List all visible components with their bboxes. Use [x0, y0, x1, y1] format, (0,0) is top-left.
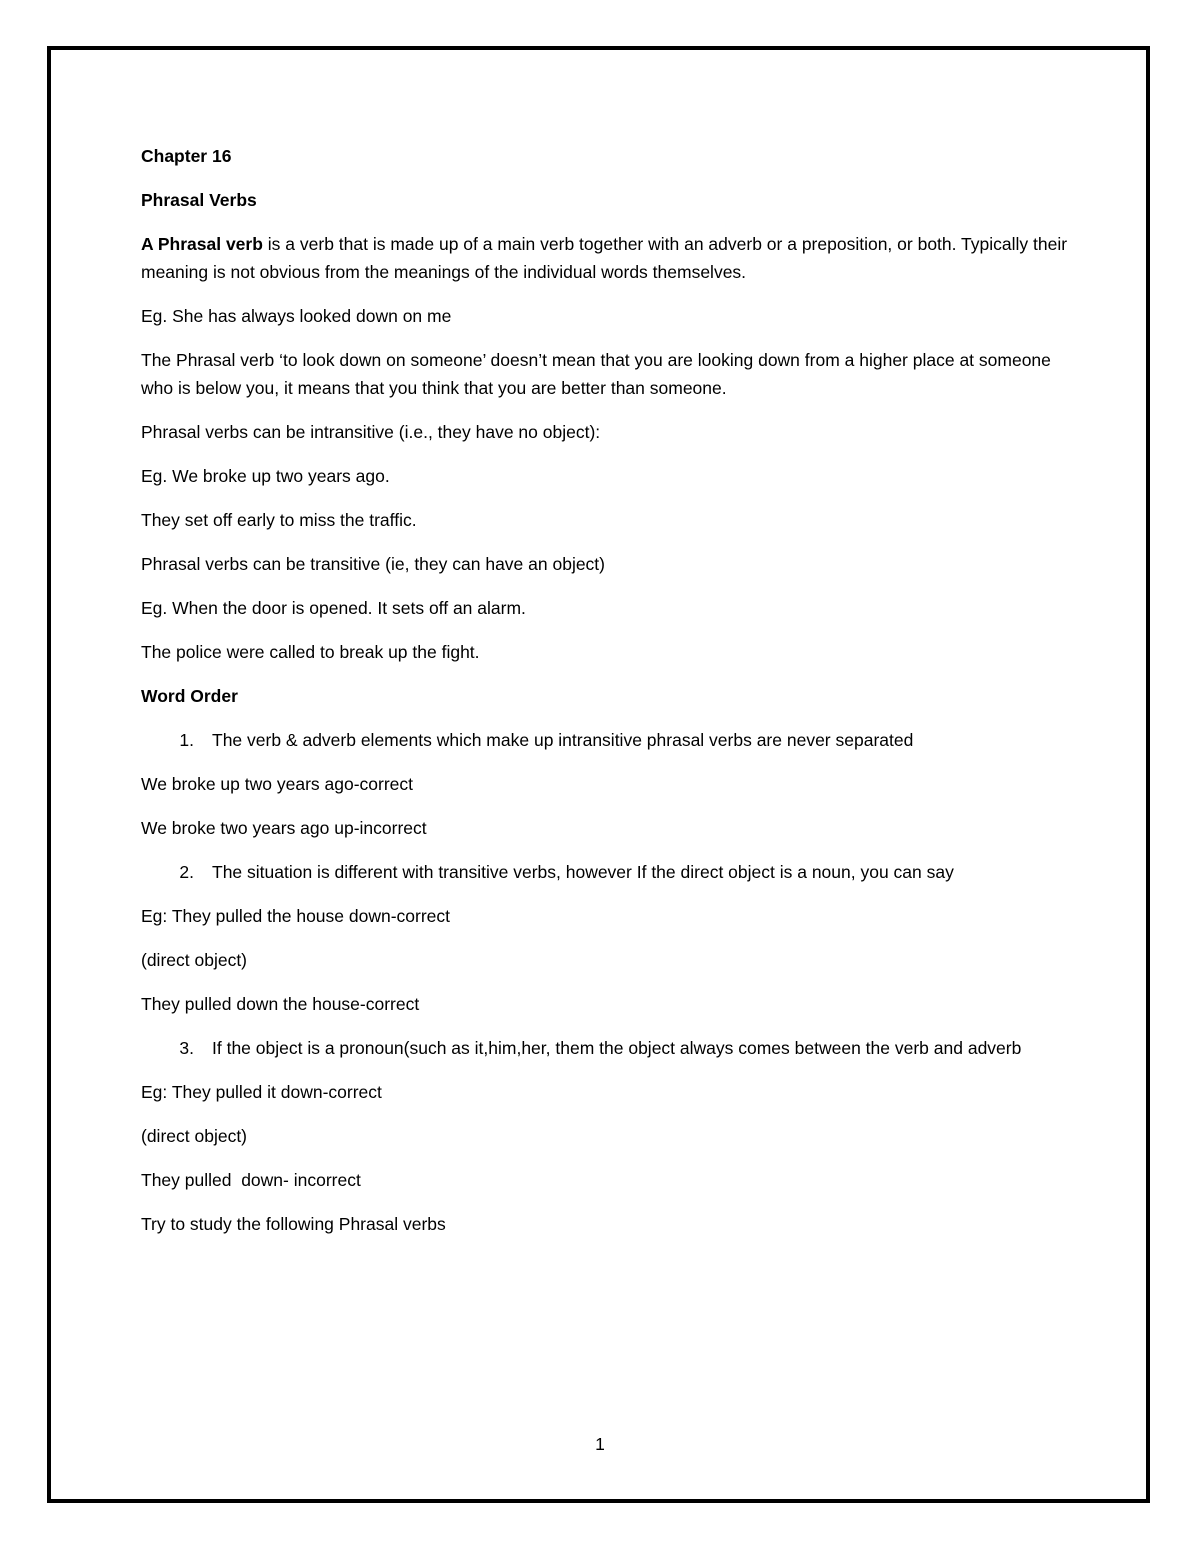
document-body	[141, 142, 1071, 1254]
closing-line: Try to study the following Phrasal verbs	[141, 1214, 446, 1234]
rule-3-number: 3.	[179, 1038, 194, 1058]
definition-paragraph	[141, 230, 1071, 286]
rule-2-item	[141, 858, 1071, 886]
rule-1-text: The verb & adverb elements which make up intransitive phrasal verbs are never separated	[212, 730, 914, 750]
rule-3-item	[141, 1034, 1071, 1062]
intransitive-example-1: Eg. We broke up two years ago.	[141, 466, 390, 486]
intransitive-example-2: They set off early to miss the traffic.	[141, 510, 417, 530]
rule-3-example-2: They pulled down- incorrect	[141, 1170, 361, 1190]
definition-text: is a verb that is made up of a main verb together with an adverb or a preposition, or both. Typically their meaning is not obvious from the meanings of the individual words themselves.	[141, 234, 1072, 282]
word-order-heading: Word Order	[141, 686, 238, 706]
page-number: 1	[595, 1434, 605, 1454]
transitive-intro: Phrasal verbs can be transitive (ie, they can have an object)	[141, 554, 605, 574]
transitive-example-2: The police were called to break up the fight.	[141, 642, 480, 662]
rule-3-text: If the object is a pronoun(such as it,him,her, them the object always comes between the verb and adverb	[212, 1038, 1022, 1058]
example-look-down: Eg. She has always looked down on me	[141, 306, 452, 326]
rule-3-example-1: Eg: They pulled it down-correct	[141, 1082, 382, 1102]
transitive-example-1: Eg. When the door is opened. It sets off an alarm.	[141, 598, 526, 618]
section-title: Phrasal Verbs	[141, 190, 257, 210]
rule-1-number: 1.	[179, 730, 194, 750]
rule-2-example-2: They pulled down the house-correct	[141, 994, 420, 1014]
rule-3-note: (direct object)	[141, 1126, 248, 1146]
chapter-label: Chapter 16	[141, 146, 232, 166]
rule-1-item	[141, 726, 1071, 754]
rule-2-text: The situation is different with transitive verbs, however If the direct object is a noun, you can say	[212, 862, 954, 882]
rule-2-example-1: Eg: They pulled the house down-correct	[141, 906, 451, 926]
rule-2-number: 2.	[179, 862, 194, 882]
rule-2-note: (direct object)	[141, 950, 248, 970]
rule-1-example-1: We broke up two years ago-correct	[141, 774, 414, 794]
intransitive-intro: Phrasal verbs can be intransitive (i.e., they have no object):	[141, 422, 601, 442]
rule-1-example-2: We broke two years ago up-incorrect	[141, 818, 427, 838]
explanation-paragraph: The Phrasal verb ‘to look down on someone’ doesn’t mean that you are looking down from a higher place at someone who is below you, it means that you think that you are better than someone.	[141, 350, 1056, 398]
definition-term: A Phrasal verb	[141, 234, 263, 254]
